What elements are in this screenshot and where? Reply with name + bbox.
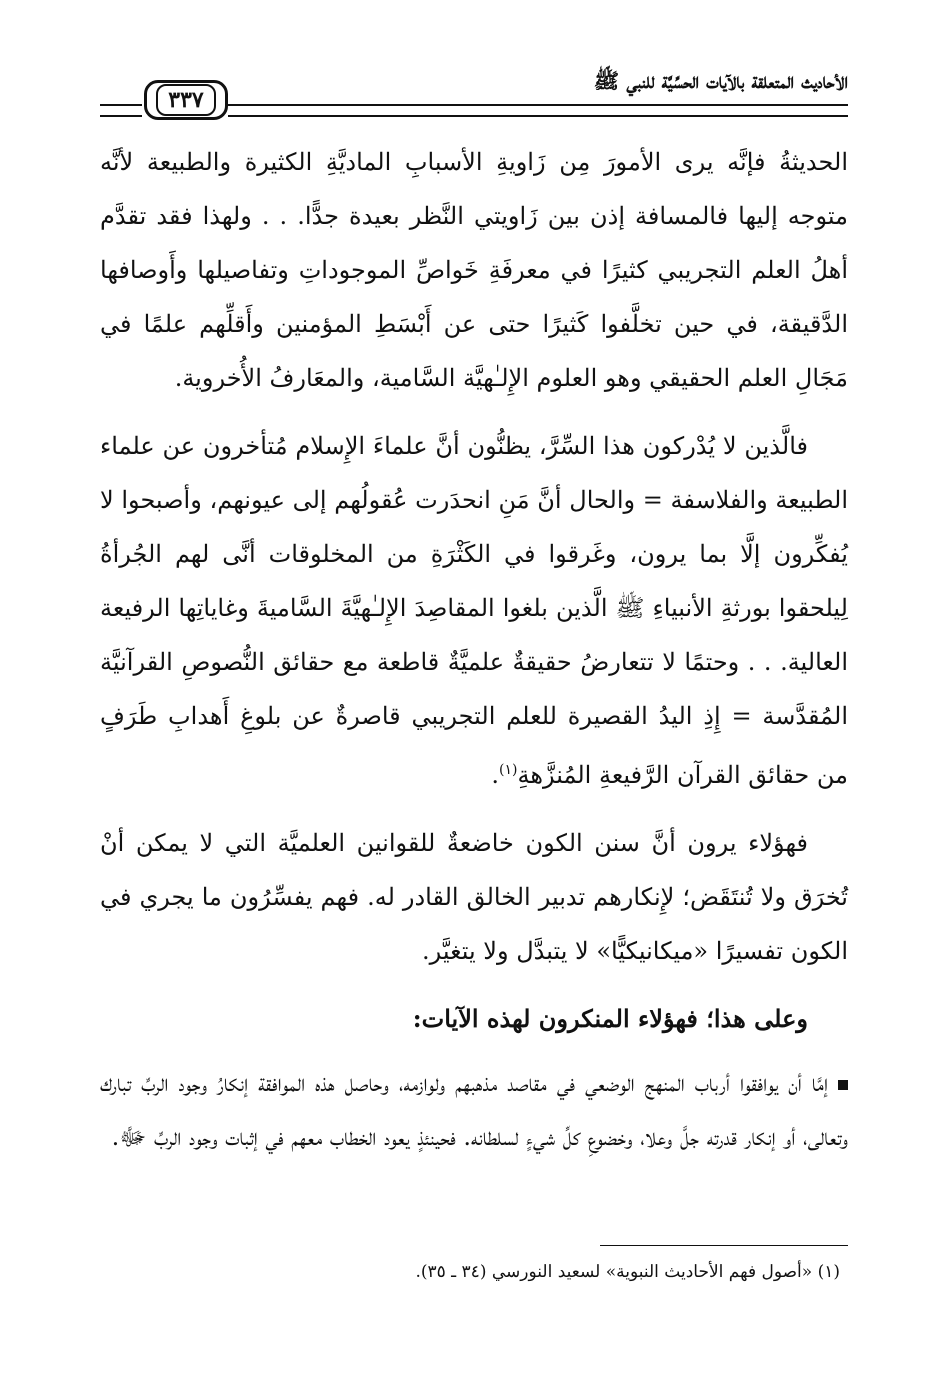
- running-title: الأحاديث المتعلقة بالآيات الحسِّيَّة للنبي ﷺ: [593, 68, 848, 93]
- footnote: (١) «أصول فهم الأحاديث النبوية» لسعيد النورسي (٣٤ ـ ٣٥).: [415, 1262, 840, 1282]
- paragraph-2: [100, 419, 848, 802]
- paragraph-2-text: فالَّذين لا يُدْركون هذا السِّرَّ، يظنُّون أنَّ علماءَ الإِسلام مُتأخرون عن علماء الطبيعة والفلاسفة = والحال أنَّ مَنِ انحدَرت عُقولُهم إلى عيونهم، وأصبحوا لا يُفكِّرون إلَّا بما يرون، وغَرقوا في الكَثْرَةِ من المخلوقات أنَّى لهم الجُرأةُ لِيلحقوا بورثةِ الأنبياءِ ﷺ الَّذين بلغوا المقاصِدَ الإِلـٰهيَّةَ السَّاميةَ وغاياتِها الرفيعة العالية. . . وحتمًا لا تتعارضُ حقيقةٌ علميَّةٌ قاطعة مع حقائق النُّصوصِ القرآنيَّة المُقدَّسة = إِذِ اليدُ القصيرة للعلم التجريبي قاصرةٌ عن بلوغِ أَهدابِ طَرَفٍ من حقائق القرآن الرَّفيعةِ المُنزَّهةِ: [100, 432, 848, 789]
- bullet-paragraph-text: إمَّا أن يوافقوا أرباب المنهج الوضعي في مقاصد مذهبهم ولوازمه، وحاصل هذه الموافقة إنكارُ وجود الربِّ تبارك وتعالى، أو إنكار قدرته جلَّ وعلا، وخضوعِ كلِّ شيءٍ لسلطانه. فحينئذٍ يعود الخطاب معهم في إثبات وجود الربِّ ﷻ.: [100, 1069, 848, 1151]
- square-bullet-icon: [838, 1080, 848, 1090]
- paragraph-3: فهؤلاء يرون أنَّ سنن الكون خاضعةٌ للقوانين العلميَّة التي لا يمكن أنْ تُخرَق ولا تُنتَقَض؛ لإِنكارهم تدبير الخالق القادر له. فهم يفسِّرُون ما يجري في الكون تفسيرًا «ميكانيكيًّا» لا يتبدَّل ولا يتغيَّر.: [100, 829, 848, 965]
- paragraph-2-end: .: [491, 761, 499, 789]
- paragraph-1: الحديثةُ فإنَّه يرى الأمورَ مِن زَاويةِ الأسبابِ الماديَّةِ الكثيرة والطبيعة لأنَّه متوجه إليها فالمسافة إذن بين زَاويتي النَّظر بعيدة جدًّا. . . ولهذا فقد تقدَّم أهلُ العلم التجريبي كثيرًا في معرفَةِ خَواصِّ الموجوداتِ وتفاصيلها وأَوصافها الدَّقيقة، في حين تخلَّفوا كَثيرًا حتى عن أَبْسَطِ المؤمنين وأَقلِّهم علمًا في مَجَالِ العلم الحقيقي وهو العلوم الإِلـٰهيَّة السَّامية، والمعَارفُ الأُخروية.: [100, 148, 848, 392]
- header-double-rule: [228, 104, 848, 117]
- bullet-paragraph: [100, 1056, 848, 1164]
- footnote-separator: [600, 1245, 848, 1246]
- footnote-reference: (١): [499, 762, 518, 778]
- header-double-rule-short: [100, 104, 142, 117]
- section-subheading: وعلى هذا؛ فهؤلاء المنكرون لهذه الآيات:: [412, 1004, 808, 1033]
- running-header: [100, 60, 848, 130]
- page-number: ٣٣٧: [156, 84, 215, 116]
- body-text: [100, 135, 848, 1178]
- page-number-frame: [144, 80, 228, 120]
